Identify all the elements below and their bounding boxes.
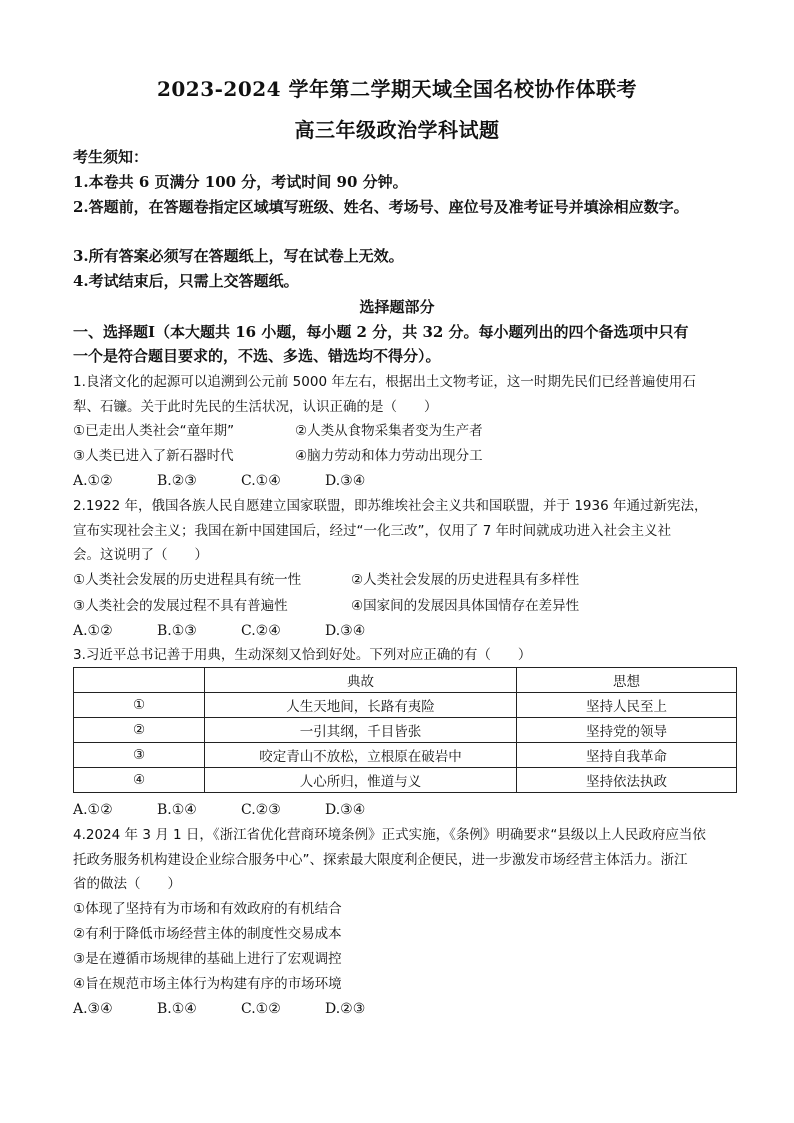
- q3-options: [73, 800, 733, 820]
- section-title: 选择题部分: [359, 298, 435, 316]
- q2-statement-1: ①人类社会发展的历史进程具有统一性: [73, 572, 302, 588]
- q3-option-c: C.②③: [241, 802, 281, 818]
- section-instruction-2: 一个是符合题目要求的，不选、多选、错选均不得分）。: [73, 347, 441, 365]
- q1-statement-3: ③人类已进入了新石器时代: [73, 448, 234, 464]
- q3-row-index: ③: [74, 743, 205, 768]
- q2-statement-4: ④国家间的发展因具体国情存在差异性: [351, 598, 580, 614]
- table-row: [74, 718, 737, 743]
- notice-item-3: 3.所有答案必须写在答题纸上，写在试卷上无效。: [73, 247, 404, 265]
- q1-stem-2: 犁、石镰。关于此时先民的生活状况，认识正确的是（ ）: [73, 399, 438, 415]
- table-row: [74, 693, 737, 718]
- q3-row-thought: 坚持自我革命: [517, 743, 737, 768]
- q1-statement-2: ②人类从食物采集者变为生产者: [295, 423, 483, 439]
- q1-statement-4: ④脑力劳动和体力劳动出现分工: [295, 448, 483, 464]
- q4-stem-2: 托政务服务机构建设企业综合服务中心”、探索最大限度利企便民，进一步激发市场经营主体活力。浙江: [73, 852, 688, 868]
- q3-row-allusion: 人心所归，惟道与义: [205, 768, 517, 793]
- q3-row-index: ④: [74, 768, 205, 793]
- q3-row-index: ②: [74, 718, 205, 743]
- q2-statement-3: ③人类社会的发展过程不具有普遍性: [73, 598, 288, 614]
- q4-option-c: C.①②: [241, 1001, 281, 1017]
- q1-statement-1: ①已走出人类社会“童年期”: [73, 423, 235, 439]
- q3-option-a: A.①②: [73, 802, 113, 818]
- q3-row-thought: 坚持党的领导: [517, 718, 737, 743]
- q2-stem-2: 宣布实现社会主义；我国在新中国建国后，经过“一化三改”，仅用了 7 年时间就成功进入社会主义社: [73, 523, 672, 539]
- q1-option-b: B.②③: [157, 473, 197, 489]
- q3-table: [73, 667, 737, 793]
- table-row: [74, 768, 737, 793]
- q2-statements-row-2: [73, 596, 733, 616]
- q3-row-index: ①: [74, 693, 205, 718]
- q2-statement-2: ②人类社会发展的历史进程具有多样性: [351, 572, 580, 588]
- q2-statements-row-1: [73, 570, 733, 590]
- q1-statements-row-1: [73, 421, 733, 441]
- q4-option-a: A.③④: [73, 1001, 113, 1017]
- q3-stem: 3.习近平总书记善于用典，生动深刻又恰到好处。下列对应正确的有（ ）: [73, 647, 532, 663]
- exam-subtitle: 高三年级政治学科试题: [294, 118, 500, 142]
- q3-row-thought: 坚持人民至上: [517, 693, 737, 718]
- q4-options: [73, 999, 733, 1019]
- q1-options: [73, 471, 733, 491]
- q4-statement-4: ④旨在规范市场主体行为构建有序的市场环境: [73, 976, 342, 992]
- q1-option-a: A.①②: [73, 473, 113, 489]
- notice-heading: 考生须知：: [73, 148, 149, 166]
- exam-title: 2023-2024 学年第二学期天域全国名校协作体联考: [156, 77, 638, 101]
- q2-option-b: B.①③: [157, 623, 197, 639]
- q1-option-d: D.③④: [325, 473, 366, 489]
- q4-stem-1: 4.2024 年 3 月 1 日，《浙江省优化营商环境条例》正式实施，《条例》明确要求“县级以上人民政府应当依: [73, 827, 706, 843]
- q2-stem-3: 会。这说明了（ ）: [73, 547, 208, 563]
- notice-item-1: 1.本卷共 6 页满分 100 分，考试时间 90 分钟。: [73, 173, 408, 191]
- q3-row-allusion: 一引其纲，千目皆张: [205, 718, 517, 743]
- q2-stem-1: 2.1922 年，俄国各族人民自愿建立国家联盟，即苏维埃社会主义共和国联盟，并于 1936 年通过新宪法，: [73, 498, 708, 514]
- q4-statement-3: ③是在遵循市场规律的基础上进行了宏观调控: [73, 951, 342, 967]
- q4-statement-2: ②有利于降低市场经营主体的制度性交易成本: [73, 926, 342, 942]
- q3-option-d: D.③④: [325, 802, 366, 818]
- q3-header-allusion: 典故: [205, 668, 517, 693]
- q2-option-d: D.③④: [325, 623, 366, 639]
- table-row: [74, 743, 737, 768]
- q2-options: [73, 621, 733, 641]
- q1-statements-row-2: [73, 446, 733, 466]
- notice-item-4: 4.考试结束后，只需上交答题纸。: [73, 272, 299, 290]
- q4-statement-1: ①体现了坚持有为市场和有效政府的有机结合: [73, 901, 342, 917]
- q3-table-header: [74, 668, 737, 693]
- q1-option-c: C.①④: [241, 473, 281, 489]
- q1-stem-1: 1.良渚文化的起源可以追溯到公元前 5000 年左右，根据出土文物考证，这一时期先民们已经普遍使用石: [73, 374, 696, 390]
- q3-header-thought: 思想: [517, 668, 737, 693]
- q3-header-index: [74, 668, 205, 693]
- q2-option-a: A.①②: [73, 623, 113, 639]
- q4-option-d: D.②③: [325, 1001, 366, 1017]
- notice-item-2: 2.答题前，在答题卷指定区域填写班级、姓名、考场号、座位号及准考证号并填涂相应数字。: [73, 198, 689, 216]
- q3-row-allusion: 人生天地间，长路有夷险: [205, 693, 517, 718]
- section-instruction-1: 一、选择题Ⅰ（本大题共 16 小题，每小题 2 分，共 32 分。每小题列出的四个备选项中只有: [73, 323, 689, 341]
- q3-row-allusion: 咬定青山不放松，立根原在破岩中: [205, 743, 517, 768]
- q4-stem-3: 省的做法（ ）: [73, 876, 181, 892]
- q3-row-thought: 坚持依法执政: [517, 768, 737, 793]
- q3-option-b: B.①④: [157, 802, 197, 818]
- q2-option-c: C.②④: [241, 623, 281, 639]
- q4-option-b: B.①④: [157, 1001, 197, 1017]
